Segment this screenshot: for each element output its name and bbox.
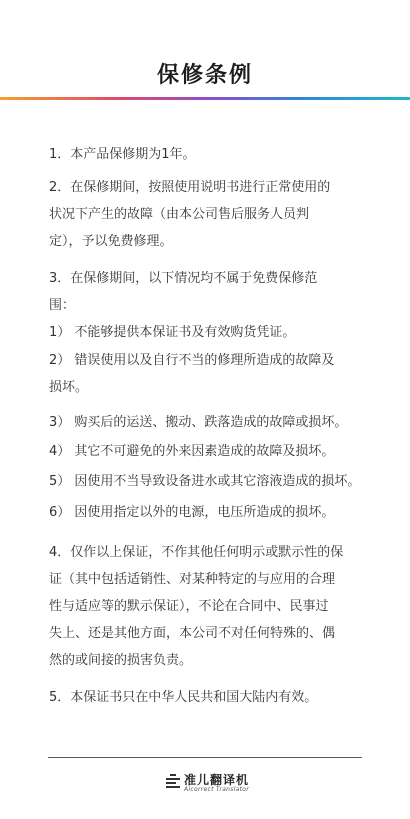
clause-line: 3） 购买后的运送、搬动、跌落造成的故障或损坏。 <box>49 415 348 430</box>
clause-line: 6） 因使用指定以外的电源，电压所造成的损坏。 <box>49 505 335 520</box>
clause-line: 3．在保修期间，以下情况均不属于免费保修范 <box>49 271 318 286</box>
clause-line: 2．在保修期间，按照使用说明书进行正常使用的 <box>49 180 331 195</box>
clause-line: 4） 其它不可避免的外来因素造成的故障及损坏。 <box>49 444 335 459</box>
brand-logo-icon <box>166 774 180 790</box>
clause-line: 失上、还是其他方面，本公司不对任何特殊的、偶 <box>49 626 336 641</box>
clause-line: 然的或间接的损害负责。 <box>49 653 193 668</box>
brand-name-cn: 准儿翻译机 <box>184 773 250 787</box>
clause-line: 1） 不能够提供本保证书及有效购货凭证。 <box>49 325 296 340</box>
clause-line: 性与适应等的默示保证），不论在合同中、民事过 <box>49 599 329 614</box>
clause-line: 证（其中包括适销性、对某种特定的与应用的合理 <box>49 572 336 587</box>
clause-line: 5） 因使用不当导致设备进水或其它溶液造成的损坏。 <box>49 474 361 489</box>
clause-line: 状况下产生的故障（由本公司售后服务人员判 <box>49 207 310 222</box>
clause-line: 定），予以免费修理。 <box>49 234 173 249</box>
clause-line: 2） 错误使用以及自行不当的修理所造成的故障及 <box>49 353 335 368</box>
clause-line: 损坏。 <box>49 380 89 395</box>
clause-line: 4．仅作以上保证，不作其他任何明示或默示性的保 <box>49 545 344 560</box>
brand-logo <box>166 771 266 797</box>
page-title: 保修条例 <box>156 63 253 88</box>
clause-line: 5．本保证书只在中华人民共和国大陆内有效。 <box>49 690 318 705</box>
footer-divider <box>48 757 362 758</box>
brand-name-en: Aicorrect Translator <box>184 786 250 793</box>
clause-line: 1．本产品保修期为1年。 <box>49 147 196 162</box>
clause-line: 围： <box>49 298 76 313</box>
